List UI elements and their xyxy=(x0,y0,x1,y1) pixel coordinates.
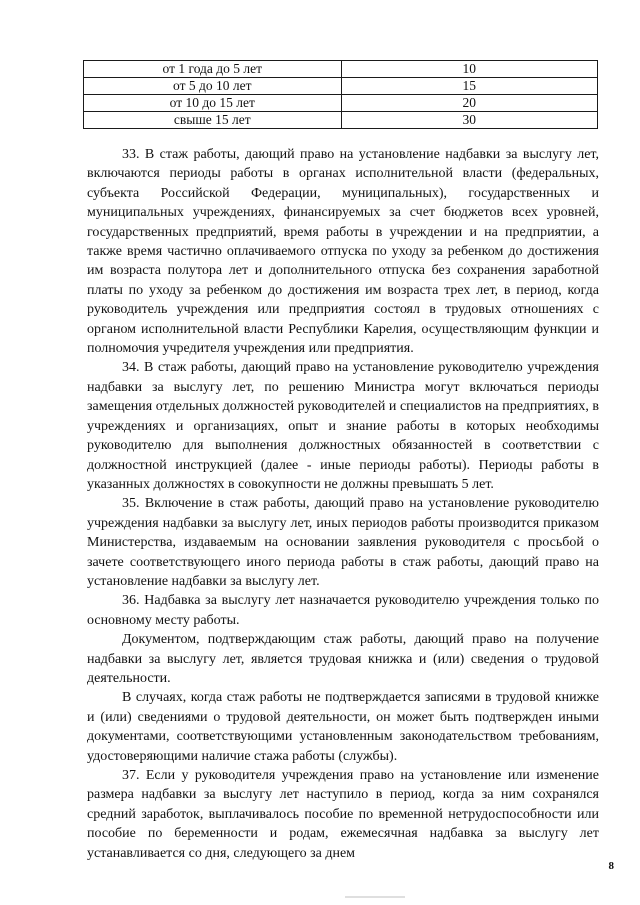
table-cell-percent: 10 xyxy=(341,61,597,78)
table-row xyxy=(84,95,598,112)
paragraph-35: 35. Включение в стаж работы, дающий право на установление руководителю учреждения надбавки за выслугу лет, иных периодов работы производится приказом Министерства, издаваемым на основании заявления руководителя с просьбой о зачете соответствующего иного периода работы в стаж работы, дающий право на установление надбавки за выслугу лет. xyxy=(87,496,599,589)
paragraph-36-other-documents: В случаях, когда стаж работы не подтверждается записями в трудовой книжке и (или) сведениями о трудовой деятельности, он может быть подтвержден иными документами, соответствующими установленным законодательством требованиям, удостоверяющими наличие стажа работы (службы). xyxy=(87,690,599,764)
table-cell-period: от 1 года до 5 лет xyxy=(84,61,342,78)
table-cell-period: свыше 15 лет xyxy=(84,112,342,129)
table-row xyxy=(84,112,598,129)
scan-artifact xyxy=(345,896,405,898)
paragraph-36-document: Документом, подтверждающим стаж работы, дающий право на получение надбавки за выслугу лет, является трудовая книжка и (или) сведения о трудовой деятельности. xyxy=(87,632,599,686)
paragraph-37: 37. Если у руководителя учреждения право на установление или изменение размера надбавки за выслугу лет наступило в период, когда за ним сохранялся средний заработок, выплачивалось пособие по временной нетрудоспособности или пособие по беременности и родам, ежемесячная надбавка за выслугу лет устанавливается со дня, следующего за днем xyxy=(87,768,599,861)
paragraph-34: 34. В стаж работы, дающий право на установление руководителю учреждения надбавки за выслугу лет, по решению Министра могут включаться периоды замещения отдельных должностей руководителей и специалистов на предприятиях, в учреждениях и организациях, опыт и знание работы в которых необходимы руководителю для выполнения должностных обязанностей в соответствии с должностной инструкцией (далее - иные периоды работы). Периоды работы в указанных должностях в совокупности не должны превышать 5 лет. xyxy=(87,360,599,492)
page-number: 8 xyxy=(608,860,614,872)
paragraph-36: 36. Надбавка за выслугу лет назначается руководителю учреждения только по основному месту работы. xyxy=(87,593,599,628)
table-row xyxy=(84,78,598,95)
table-cell-percent: 20 xyxy=(341,95,597,112)
table-cell-period: от 5 до 10 лет xyxy=(84,78,342,95)
table-row xyxy=(84,61,598,78)
table-cell-period: от 10 до 15 лет xyxy=(84,95,342,112)
table-cell-percent: 30 xyxy=(341,112,597,129)
table-cell-percent: 15 xyxy=(341,78,597,95)
body-text xyxy=(87,145,599,863)
seniority-bonus-table xyxy=(83,60,598,129)
paragraph-33: 33. В стаж работы, дающий право на установление надбавки за выслугу лет, включаются периоды работы в органах исполнительной власти (федеральных, субъекта Российской Федерации, муниципальных), государственных и муниципальных учреждениях, финансируемых за счет бюджетов всех уровней, государственных предприятий, время работы в учреждении и на предприятии, а также время частично оплачиваемого отпуска по уходу за ребенком до достижения им возраста полутора лет и дополнительного отпуска без сохранения заработной платы по уходу за ребенком до достижения им возраста трех лет, в период, когда руководитель учреждения или предприятия состоял в трудовых отношениях с органом исполнительной власти Республики Карелия, осуществляющим функции и полномочия учредителя учреждения или предприятия. xyxy=(87,147,599,357)
